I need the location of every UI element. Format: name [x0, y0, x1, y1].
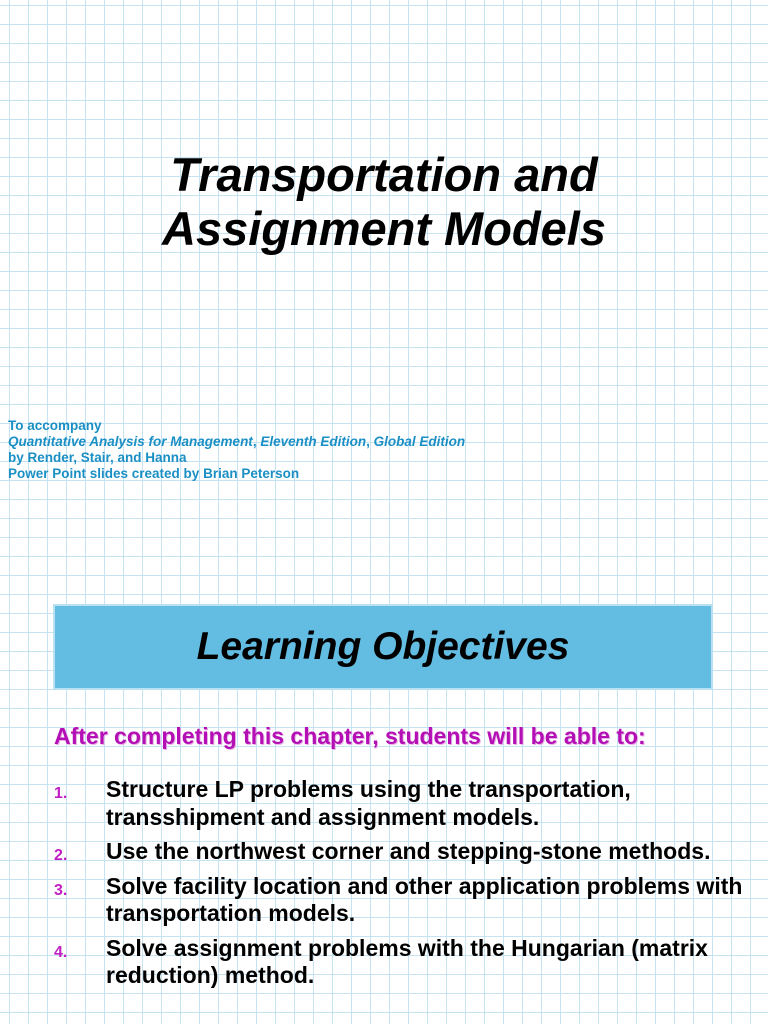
- objective-text: Solve facility location and other application problems with transportation models.: [106, 872, 743, 926]
- learning-objectives-heading: Learning Objectives: [196, 625, 570, 668]
- objective-item: [54, 873, 744, 928]
- objective-number: 1.: [54, 785, 68, 802]
- book-edition: Eleventh Edition: [260, 434, 367, 449]
- objectives-list: [54, 776, 744, 997]
- objective-number: 3.: [54, 881, 68, 899]
- credits-authors: by Render, Stair, and Hanna: [8, 450, 187, 465]
- objectives-intro: After completing this chapter, students will be able to:: [54, 723, 646, 749]
- book-title: Quantitative Analysis for Management: [8, 434, 253, 449]
- slide-title-line-2: Assignment Models: [162, 202, 606, 255]
- objective-number: 2.: [54, 847, 68, 864]
- slide-title: [0, 148, 768, 256]
- objective-text: Use the northwest corner and stepping-stone methods.: [106, 838, 711, 864]
- credits-slides-author: Power Point slides created by Brian Peterson: [8, 466, 300, 481]
- global-separator: ,: [366, 434, 374, 449]
- edition-separator: ,: [252, 434, 261, 449]
- objective-text: Solve assignment problems with the Hungarian (matrix reduction) method.: [106, 934, 708, 988]
- objective-text: Structure LP problems using the transportation, transshipment and assignment models.: [106, 776, 631, 830]
- slide-title-line-1: Transportation and: [170, 148, 598, 201]
- credits-accompany: To accompany: [8, 418, 102, 433]
- objective-item: [54, 776, 744, 831]
- credits-block: [8, 418, 465, 482]
- credits-book-line: [8, 434, 465, 450]
- objective-item: [54, 935, 744, 990]
- book-global-edition: Global Edition: [373, 434, 466, 449]
- objective-number: 4.: [54, 943, 68, 961]
- learning-objectives-banner: [53, 604, 713, 690]
- objective-item: [54, 838, 744, 866]
